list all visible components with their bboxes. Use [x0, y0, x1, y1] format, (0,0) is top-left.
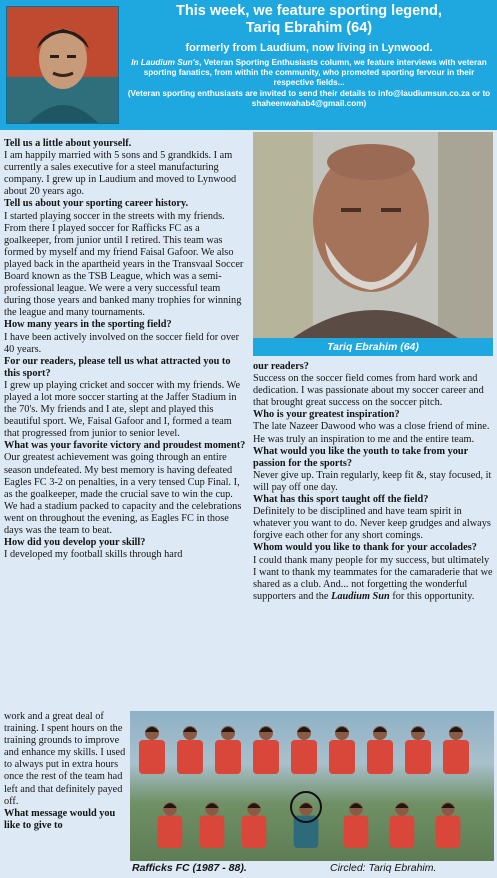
team-player-front-row	[242, 802, 267, 848]
answer-about-yourself: I am happily married with 5 sons and 5 grandkids. I am currently a sales executive for a steel manufacturing company. I grew up in Laudium and moved to Lynwood about 20 years ago.	[4, 150, 237, 198]
answer-develop-skill-start: I developed my football skills through hard	[4, 549, 183, 561]
question-taught-off-field: What has this sport taught off the field?	[253, 494, 429, 506]
feature-title-line1: This week, we feature sporting legend,	[176, 3, 442, 19]
team-photo	[130, 711, 494, 861]
portrait-photo	[253, 132, 493, 338]
article-column-bottom	[4, 711, 126, 832]
question-what-attracted: For our readers, please tell us what attracted you to this sport?	[4, 355, 231, 379]
article-column-left	[4, 138, 248, 561]
team-player-front-row	[200, 802, 225, 848]
header-text-block	[124, 3, 494, 109]
answer-develop-skill-continued: work and a great deal of training. I spent hours on the training grounds to improve and enhance my skills. I used to always put in extra hours once the rest of the team had left and that definitely payed off.	[4, 711, 126, 807]
team-player-front-row	[158, 802, 183, 848]
team-photo-caption: Rafficks FC (1987 - 88).	[132, 862, 247, 874]
question-thanks: Whom would you like to thank for your accolades?	[253, 542, 477, 554]
contact-invite: (Veteran sporting enthusiasts are invited to send their details to info@laudiumsun.co.za or to shaheenwahab4@gmail.com)	[127, 88, 491, 108]
column-intro	[124, 58, 494, 109]
question-favorite-victory: What was your favorite victory and proudest moment?	[4, 440, 246, 452]
team-player-back-row	[443, 726, 469, 774]
answer-inspiration: The late Nazeer Dawood who was a close friend of mine. He was truly an inspiration to me and the entire team.	[253, 421, 490, 445]
header-vintage-photo	[6, 6, 119, 124]
answer-thanks-end: for this opportunity.	[389, 590, 475, 602]
question-message-readers-start: What message would you like to give to	[4, 807, 116, 831]
team-player-back-row	[253, 726, 279, 774]
answer-career-history: I started playing soccer in the streets with my friends. From there I played soccer for Rafficks FC as a goalkeeper, from junior until I retired. This team was formed by myself and my friend Faisal Gafoor. We also played back in the apartheid years in the Transvaal Soccer Board known as the TSB League, which was a semi-professional league. We were a very successful team during those years and banked many trophies for winning the league and many tournaments.	[4, 210, 244, 319]
team-player-back-row	[177, 726, 203, 774]
team-player-back-row	[215, 726, 241, 774]
answer-what-attracted: I grew up playing cricket and soccer with my friends. We played a lot more soccer starting at the Jaffer Stadium in the 70's. My friends and I ate, slept and played this beautiful sport. We, Faisal Gafoor and I, formed a team that progressed from junior to senior level.	[4, 379, 241, 440]
team-player-front-row	[436, 802, 461, 848]
question-about-yourself: Tell us a little about yourself.	[4, 138, 132, 149]
team-player-front-row	[294, 802, 319, 848]
question-inspiration: Who is your greatest inspiration?	[253, 409, 400, 421]
feature-title	[124, 3, 494, 37]
question-message-readers-end: our readers?	[253, 361, 309, 372]
portrait-image	[253, 132, 493, 338]
answer-thanks	[253, 555, 493, 603]
team-photo-circled-note: Circled: Tariq Ebrahim.	[330, 862, 437, 874]
answer-thanks-main: I could thank many people for my success, but ultimately I want to thank my teammates for the camaraderie that we shared as a club. And... not forgetting the wonderful supporters and the	[253, 554, 493, 602]
question-years-in-sport: How many years in the sporting field?	[4, 319, 172, 331]
team-player-front-row	[390, 802, 415, 848]
question-develop-skill: How did you develop your skill?	[4, 537, 146, 549]
portrait-caption: Tariq Ebrahim (64)	[253, 338, 493, 356]
feature-subtitle: formerly from Laudium, now living in Lynwood.	[185, 42, 433, 54]
vintage-portrait-image	[7, 7, 119, 124]
team-player-back-row	[139, 726, 165, 774]
question-youth: What would you like the youth to take from your passion for the sports?	[253, 445, 469, 469]
team-player-front-row	[344, 802, 369, 848]
answer-favorite-victory: Our greatest achievement was going through an entire season undefeated. My best memory is having defeated Eagles FC 3-2 on penalties, in a very tensed Cup Final. I, as the goalkeeper, made the crucial save to win the cup. We had a stadium packed to capacity and the celebrations went on throughout the evening, as Eagles FC in those days was the team to beat.	[4, 452, 242, 536]
publication-name-inline: Laudium Sun	[331, 590, 390, 602]
team-player-back-row	[367, 726, 393, 774]
publication-name: In Laudium Sun's	[131, 58, 200, 67]
article-column-right	[253, 361, 493, 603]
team-player-back-row	[405, 726, 431, 774]
column-intro-text: , Veteran Sporting Enthusiasts column, we feature interviews with veteran sporting fanatics, from within the community, who promoted sporting fervour in their respective fields...	[143, 58, 487, 88]
team-player-back-row	[329, 726, 355, 774]
question-career-history: Tell us about your sporting career history.	[4, 198, 189, 210]
answer-years-in-sport: I have been actively involved on the soccer field for over 40 years.	[4, 331, 240, 355]
answer-message-readers: Success on the soccer field comes from hard work and dedication. I was passionate about my soccer career and that brought great success on the soccer pitch.	[253, 373, 484, 409]
feature-title-line2: Tariq Ebrahim (64)	[245, 20, 373, 36]
answer-youth: Never give up. Train regularly, keep fit &, stay focused, it will pay off one day.	[253, 469, 492, 493]
answer-taught-off-field: Definitely to be disciplined and have team spirit in whatever you want to do. Never keep grudges and always forgive each other for any short comings.	[253, 506, 491, 542]
team-photo-image	[130, 711, 494, 861]
team-player-back-row	[291, 726, 317, 774]
header-banner	[0, 0, 497, 130]
